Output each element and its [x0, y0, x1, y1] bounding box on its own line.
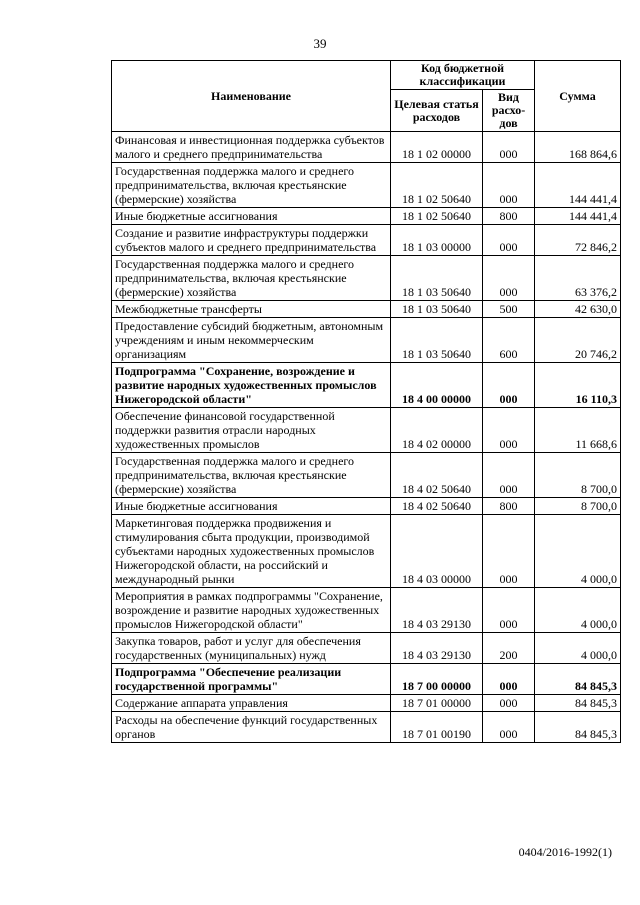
row-name: Государственная поддержка малого и среднего предпринимательства, включая крестьянские (фермерские) хозяйства: [112, 163, 391, 208]
row-target-code: 18 7 01 00190: [391, 712, 483, 743]
row-expense-type: 000: [483, 453, 535, 498]
row-expense-type: 000: [483, 588, 535, 633]
row-name: Маркетинговая поддержка продвижения и стимулирования сбыта продукции, производимой субъектами народных художественных промыслов Нижегородской области, на российский и международный рынки: [112, 515, 391, 588]
row-expense-type: 600: [483, 318, 535, 363]
document-code: 0404/2016-1992(1): [518, 845, 612, 859]
table-row: [112, 208, 621, 225]
table-row: [112, 588, 621, 633]
row-expense-type: 200: [483, 633, 535, 664]
table-header-row: [112, 61, 621, 90]
row-sum: 144 441,4: [535, 208, 621, 225]
row-expense-type: 000: [483, 256, 535, 301]
header-type: Вид расхо-дов: [483, 90, 535, 132]
table-row: [112, 301, 621, 318]
row-sum: 72 846,2: [535, 225, 621, 256]
row-target-code: 18 1 02 50640: [391, 208, 483, 225]
row-name: Межбюджетные трансферты: [112, 301, 391, 318]
row-target-code: 18 4 03 00000: [391, 515, 483, 588]
row-target-code: 18 7 00 00000: [391, 664, 483, 695]
row-target-code: 18 1 03 50640: [391, 256, 483, 301]
row-sum: 8 700,0: [535, 498, 621, 515]
row-sum: 4 000,0: [535, 515, 621, 588]
row-target-code: 18 4 03 29130: [391, 588, 483, 633]
row-expense-type: 000: [483, 225, 535, 256]
row-sum: 63 376,2: [535, 256, 621, 301]
table-body: [112, 132, 621, 743]
row-sum: 11 668,6: [535, 408, 621, 453]
row-name: Закупка товаров, работ и услуг для обеспечения государственных (муниципальных) нужд: [112, 633, 391, 664]
row-target-code: 18 4 02 50640: [391, 498, 483, 515]
row-target-code: 18 4 02 00000: [391, 408, 483, 453]
header-code-group: Код бюджетной классификации: [391, 61, 535, 90]
table-row: [112, 453, 621, 498]
row-target-code: 18 4 00 00000: [391, 363, 483, 408]
row-target-code: 18 1 03 50640: [391, 301, 483, 318]
row-expense-type: 000: [483, 363, 535, 408]
row-sum: 168 864,6: [535, 132, 621, 163]
row-name: Иные бюджетные ассигнования: [112, 208, 391, 225]
row-expense-type: 000: [483, 664, 535, 695]
table-row: [112, 498, 621, 515]
row-sum: 16 110,3: [535, 363, 621, 408]
table-row: [112, 363, 621, 408]
row-name: Подпрограмма "Обеспечение реализации государственной программы": [112, 664, 391, 695]
row-expense-type: 500: [483, 301, 535, 318]
row-target-code: 18 1 03 00000: [391, 225, 483, 256]
table-row: [112, 256, 621, 301]
row-target-code: 18 1 02 50640: [391, 163, 483, 208]
row-expense-type: 000: [483, 132, 535, 163]
row-name: Мероприятия в рамках подпрограммы "Сохранение, возрождение и развитие народных художественных промыслов Нижегородской области": [112, 588, 391, 633]
row-target-code: 18 4 02 50640: [391, 453, 483, 498]
row-expense-type: 800: [483, 498, 535, 515]
table-row: [112, 225, 621, 256]
row-sum: 144 441,4: [535, 163, 621, 208]
row-target-code: 18 7 01 00000: [391, 695, 483, 712]
row-sum: 4 000,0: [535, 633, 621, 664]
row-name: Предоставление субсидий бюджетным, автономным учреждениям и иным некоммерческим организациям: [112, 318, 391, 363]
row-sum: 84 845,3: [535, 695, 621, 712]
table-row: [112, 633, 621, 664]
header-sum: Сумма: [535, 61, 621, 132]
row-target-code: 18 4 03 29130: [391, 633, 483, 664]
row-sum: 42 630,0: [535, 301, 621, 318]
row-name: Финансовая и инвестиционная поддержка субъектов малого и среднего предпринимательства: [112, 132, 391, 163]
row-name: Государственная поддержка малого и среднего предпринимательства, включая крестьянские (фермерские) хозяйства: [112, 256, 391, 301]
row-name: Расходы на обеспечение функций государственных органов: [112, 712, 391, 743]
table-row: [112, 132, 621, 163]
row-expense-type: 000: [483, 515, 535, 588]
header-name: Наименование: [112, 61, 391, 132]
row-expense-type: 800: [483, 208, 535, 225]
row-target-code: 18 1 02 00000: [391, 132, 483, 163]
row-name: Обеспечение финансовой государственной поддержки развития отрасли народных художественных промыслов: [112, 408, 391, 453]
row-name: Создание и развитие инфраструктуры поддержки субъектов малого и среднего предпринимательства: [112, 225, 391, 256]
budget-table: [111, 60, 621, 743]
table-row: [112, 515, 621, 588]
row-name: Подпрограмма "Сохранение, возрождение и развитие народных художественных промыслов Нижегородской области": [112, 363, 391, 408]
page-number: 39: [313, 36, 327, 51]
row-expense-type: 000: [483, 712, 535, 743]
table-row: [112, 695, 621, 712]
row-name: Иные бюджетные ассигнования: [112, 498, 391, 515]
row-sum: 8 700,0: [535, 453, 621, 498]
table-row: [112, 664, 621, 695]
table-row: [112, 408, 621, 453]
row-sum: 4 000,0: [535, 588, 621, 633]
row-target-code: 18 1 03 50640: [391, 318, 483, 363]
row-name: Государственная поддержка малого и среднего предпринимательства, включая крестьянские (фермерские) хозяйства: [112, 453, 391, 498]
header-target: Целевая статья расходов: [391, 90, 483, 132]
row-expense-type: 000: [483, 695, 535, 712]
table-row: [112, 318, 621, 363]
row-name: Содержание аппарата управления: [112, 695, 391, 712]
row-expense-type: 000: [483, 163, 535, 208]
row-sum: 84 845,3: [535, 712, 621, 743]
table-row: [112, 163, 621, 208]
table-row: [112, 712, 621, 743]
row-sum: 20 746,2: [535, 318, 621, 363]
row-sum: 84 845,3: [535, 664, 621, 695]
row-expense-type: 000: [483, 408, 535, 453]
